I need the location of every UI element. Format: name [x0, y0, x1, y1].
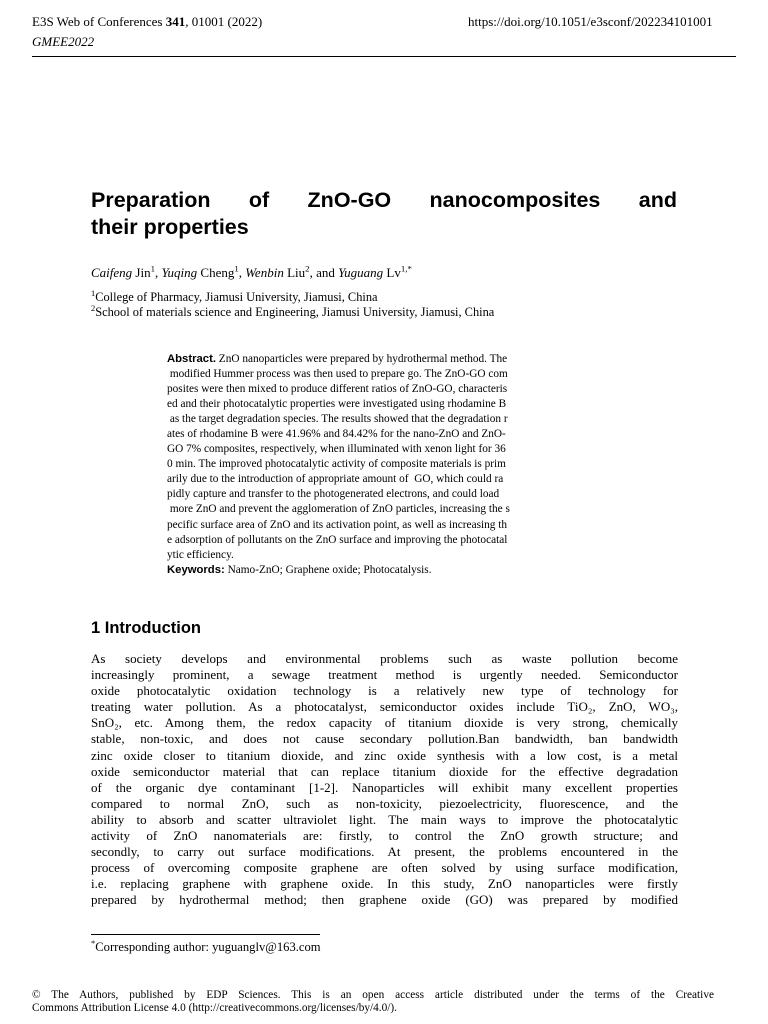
abstract-line: pecific surface area of ZnO and its activation point, as well as increasing th — [167, 518, 508, 531]
abstract-line: more ZnO and prevent the agglomeration of ZnO particles, increasing the s — [167, 503, 510, 516]
title-line-2: their properties — [91, 215, 249, 239]
affiliation-2: $^2$School of materials science and Engineering, Jiamusi University, Jiamusi, China — [91, 302, 495, 319]
abstract-line: GO 7% composites, respectively, when illuminated with xenon light for 36 — [167, 443, 506, 456]
body-line: i.e. replacing graphene with graphene oxide. In this study, ZnO nanoparticles were firstly — [91, 876, 678, 892]
journal-volume: 341 — [165, 14, 186, 29]
abstract-line: ed and their photocatalytic properties were investigated using rhodamine B — [167, 398, 507, 411]
affiliation-1: $^1$College of Pharmacy, Jiamusi University, Jiamusi, China — [91, 287, 378, 304]
body-line: treating water pollution. As a photocatalyst, semiconductor oxides include TiO₂, ZnO, WO₃, — [91, 699, 678, 715]
footnote-divider — [91, 934, 320, 935]
body-line: process of overcoming composite graphene are often solved by using surface modification, — [91, 860, 678, 876]
footnote-mark: * — [91, 937, 96, 948]
author-list — [91, 265, 412, 281]
abstract-line: posites were then mixed to produce different ratios of ZnO-GO, characteris — [167, 383, 508, 396]
body-line: As society develops and environmental problems such as waste pollution become — [91, 651, 678, 666]
body-line: increasingly prominent, a sewage treatment method is urgently needed. Semiconductor — [91, 667, 678, 683]
section-body — [91, 651, 678, 909]
body-line: activity of ZnO nanomaterials are: firstly, to control the ZnO growth structure; and — [91, 828, 678, 844]
abstract-line: 0 min. The improved photocatalytic activity of composite materials is prim — [167, 458, 506, 471]
abstract-line: as the target degradation species. The results showed that the degradation r — [167, 413, 508, 426]
abstract-line: ates of rhodamine B were 41.96% and 84.42% for the nano-ZnO and ZnO- — [167, 428, 506, 441]
footer-line: © The Authors, published by EDP Sciences. This is an open access article distributed under the terms of the Creative — [32, 989, 714, 1001]
abstract-line: pidly capture and transfer to the photogenerated electrons, and could load — [167, 488, 500, 501]
abstract-line: modified Hummer process was then used to prepare go. The ZnO-GO com — [167, 368, 508, 381]
keywords: Keywords: Namo-ZnO; Graphene oxide; Photocatalysis. — [167, 563, 432, 576]
author: Caifeng Jin$^1$, — [91, 263, 162, 280]
paper-title — [91, 187, 677, 241]
author: Yuguang $Lv^{1,*}$ — [338, 263, 412, 280]
author: Yuqing Cheng$^1$, — [161, 263, 246, 280]
footnote-text: Corresponding author: yuguanglv@163.com — [95, 940, 321, 954]
abstract — [167, 352, 603, 578]
article-info: , 01001 (2022) — [185, 14, 263, 29]
body-line: zinc oxide closer to titanium dioxide, and zinc oxide synthesis with a low cost, is a metal — [91, 747, 678, 763]
body-line: SnO₂, etc. Among them, the redox capacity of titanium dioxide is very strong, chemically — [91, 715, 678, 731]
body-line: prepared by hydrothermal method; then graphene oxide (GO) was prepared by modified — [91, 892, 678, 908]
doi-link[interactable]: https://doi.org/10.1051/e3sconf/202234101001 — [468, 14, 713, 29]
abstract-line: Abstract. ZnO nanoparticles were prepared by hydrothermal method. The — [167, 353, 508, 365]
section-heading: 1 Introduction — [91, 619, 201, 637]
abstract-line: e adsorption of pollutants on the ZnO surface and improving the photocatal — [167, 533, 508, 546]
journal-citation — [32, 14, 262, 30]
abstract-label: Abstract. — [167, 353, 216, 365]
conference-name: GMEE2022 — [32, 34, 95, 49]
footnote — [91, 937, 321, 955]
body-line: of the organic dye contaminant [1-2]. Nanoparticles will exhibit many excellent properties — [91, 779, 678, 795]
abstract-line: arily due to the introduction of appropriate amount of GO, which could ra — [167, 473, 504, 486]
body-line: oxide semiconductor material that can replace titanium dioxide for the effective degradation — [91, 763, 678, 779]
footer-line: Commons Attribution License 4.0 (http://creativecommons.org/licenses/by/4.0/). — [32, 1002, 398, 1014]
body-line: oxide photocatalytic oxidation technology is a relatively new type of technology for — [91, 683, 678, 699]
abstract-line: ytic efficiency. — [167, 548, 234, 561]
title-line-1: Preparation of ZnO-GO nanocomposites and — [91, 188, 677, 212]
body-line: ability to absorb and scatter ultraviolet light. The main ways to improve the photocatalytic — [91, 811, 678, 827]
license-footer — [32, 989, 714, 1015]
keywords-label: Keywords: — [167, 563, 225, 576]
body-line: secondly, to carry out surface modifications. At present, the problems encountered in the — [91, 844, 678, 860]
body-line: stable, non-toxic, and does not cause secondary pollution.Ban bandwidth, ban bandwidth — [91, 731, 678, 747]
journal-prefix: E3S Web of Conferences — [32, 14, 166, 29]
body-line: compared to normal ZnO, such as non-toxicity, piezoelectricity, fluorescence, and the — [91, 795, 678, 811]
author: Wenbin Liu$^2$, and — [245, 263, 339, 280]
header-divider — [32, 56, 736, 57]
